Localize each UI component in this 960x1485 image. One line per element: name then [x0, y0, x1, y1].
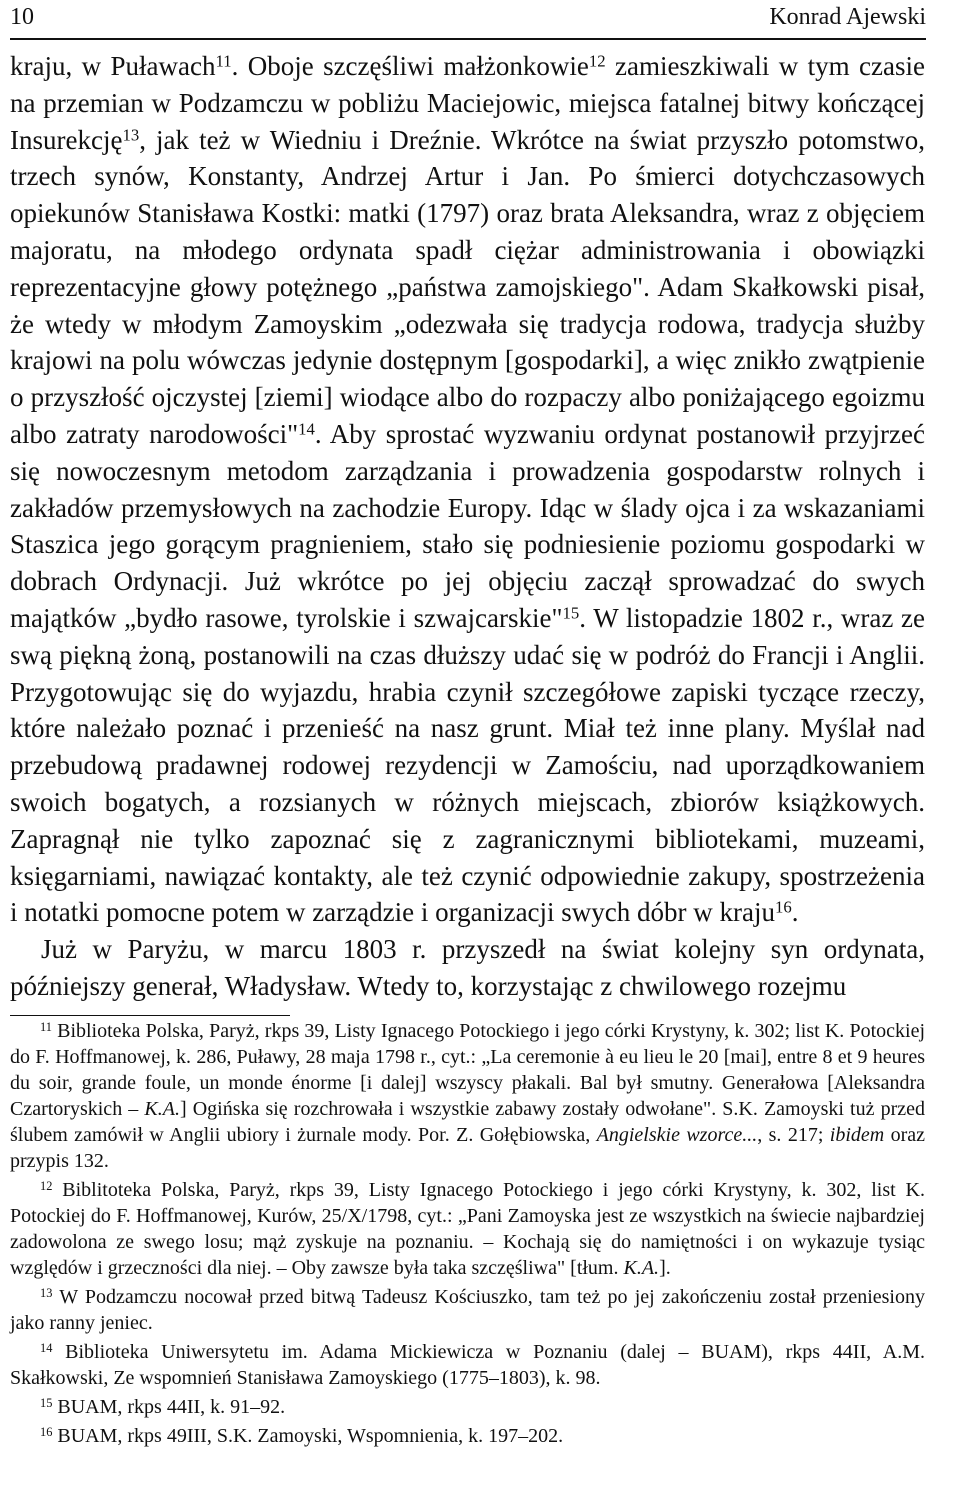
footnote-text: ]. [659, 1257, 671, 1279]
running-header [10, 2, 926, 42]
footnote-ref-14: 14 [298, 419, 315, 439]
header-rule [10, 38, 926, 40]
footnote-ref-12: 12 [588, 51, 606, 71]
footnote-number: 16 [40, 1424, 53, 1439]
paragraph-2: Już w Paryżu, w marcu 1803 r. przyszedł na świat kolejny syn ordynata, późniejszy generał, Władysław. Wtedy to, korzystając z chwilowego rozejmu [10, 934, 925, 1001]
footnote-text: BUAM, rkps 44II, k. 91–92. [52, 1396, 286, 1418]
footnote-separator [10, 1015, 290, 1016]
footnote-13 [10, 1284, 925, 1336]
footnote-11 [10, 1018, 925, 1174]
footnote-text: BUAM, rkps 49III, S.K. Zamoyski, Wspomnienia, k. 197–202. [52, 1425, 564, 1447]
text-run: . W listopadzie 1802 r., wraz ze swą piękną żoną, postanowili na czas dłuższy udać się w podróż do Francji i Anglii. Przygotowując się do wyjazdu, hrabia czynił szczegółowe zapiski tyczące rzeczy, które należało poznać i przenieść na nasz grunt. Miał też inne plany. Myślał nad przebudową pradawnej rodowej rezydencji w Zamościu, nad uporządkowaniem swoich bogatych, a rozsianych w różnych miejscach, zbiorów książkowych. Zapragnął nie tylko zapoznać się z zagranicznymi bibliotekami, muzeami, księgarniami, nawiązać kontakty, ale też czynić odpowiednie zakupy, spostrzeżenia i notatki pomocne potem w zarządzie i organizacji swych dóbr w kraju [10, 602, 926, 928]
footnote-number: 11 [40, 1019, 52, 1034]
footnote-12 [10, 1177, 925, 1281]
footnote-number: 13 [40, 1285, 53, 1300]
running-head-author: Konrad Ajewski [769, 4, 926, 30]
footnote-text: W Podzamczu nocował przed bitwą Tadeusz Kościuszko, tam też po jej zakończeniu został przeniesiony jako ranny jeniec. [10, 1286, 925, 1334]
footnote-14 [10, 1339, 925, 1391]
main-text [10, 48, 925, 1005]
page-number: 10 [10, 4, 34, 30]
footnote-number: 15 [40, 1395, 53, 1410]
text-run: . Oboje szczęśliwi małżonkowie [231, 51, 589, 81]
text-run: . [791, 897, 799, 928]
italic-text: Angielskie wzorce... [596, 1124, 758, 1146]
footnote-15 [10, 1394, 925, 1420]
footnote-number: 14 [40, 1340, 53, 1355]
footnote-text: , s. 217; [757, 1124, 830, 1146]
text-run: kraju, w Puławach [10, 51, 216, 81]
footnote-16 [10, 1423, 925, 1449]
italic-text: K.A. [144, 1098, 180, 1120]
text-run: zamieszkiwali w tym czasie na przemian w Podzamczu w pobliżu Maciejowic, miejsca fatalnej bitwy kończącej Insurekcję [10, 51, 925, 155]
italic-text: K.A. [623, 1257, 660, 1279]
footnote-text: oraz przypis 132. [10, 1124, 926, 1172]
footnote-ref-13: 13 [122, 125, 140, 145]
footnote-text: Biblioteka Uniwersytetu im. Adama Mickiewicza w Poznaniu (dalej – BUAM), rkps 44II, A.M. Skałkowski, Ze wspomnień Stanisława Zamoyskiego (1775–1803), k. 98. [10, 1341, 925, 1389]
footnotes [10, 1018, 925, 1452]
footnote-number: 12 [40, 1178, 53, 1193]
italic-text: ibidem [829, 1124, 885, 1146]
footnote-ref-16: 16 [775, 897, 792, 917]
footnote-text: Biblitoteka Polska, Paryż, rkps 39, Listy Ignacego Potockiego i jego córki Krystyny, k. 302, list K. Potockiej do F. Hoffmanowej, Kurów, 25/X/1798, cyt.: „Pani Zamoyska jest ze wszystkich na świecie najbardziej zadowolona ze swego losu; mąż zyskuje na poznaniu. – Kochają się do namiętności i on wykazuje tysiąc względów i grzeczności dla niej. – Oby zawsze była taka szczęśliwa" [tłum. [10, 1179, 925, 1279]
footnote-ref-11: 11 [215, 51, 232, 71]
text-run: , jak też w Wiedniu i Dreźnie. Wkrótce na świat przyszło potomstwo, trzech synów, Konstanty, Andrzej Artur i Jan. Po śmierci dotychczasowych opiekunów Stanisława Kostki: matki (1797) oraz brata Aleksandra, wraz z objęciem majoratu, na młodego ordynata spadł ciężar administrowania i obowiązki reprezentacyjne głowy potężnego „państwa zamojskiego". Adam Skałkowski pisał, że wtedy w młodym Zamoyskim „odezwała się tradycja rodowa, tradycja służby krajowi na polu wówczas jedynie dostępnym [gospodarki], a więc znikło zwątpienie o przyszłość ojczystej [ziemi] wiodące albo do rozpaczy albo poniżającego egoizmu albo zatraty narodowości" [10, 124, 925, 449]
footnote-text: Biblioteka Polska, Paryż, rkps 39, Listy Ignacego Potockiego i jego córki Krystyny, k. 302; list K. Potockiej do F. Hoffmanowej, k. 286, Puławy, 28 maja 1798 r., cyt.: „La ceremonie à eu lieu le 20 [mai], entre 8 et 9 heures du soir, grande foule, un monde énorme [i dalej] wszyscy płakali. Bal był smutny. Generałowa [Aleksandra Czartoryskich – [10, 1020, 925, 1120]
footnote-text: ] Ogińska się rozchrowała i wszystkie zabawy zostały odwołane". S.K. Zamoyski tuż przed ślubem zamówił w Anglii ubiory i żurnale mody. Por. Z. Gołębiowska, [10, 1098, 925, 1146]
footnote-ref-15: 15 [562, 603, 580, 623]
paragraph-1 [10, 48, 925, 931]
text-run: . Aby sprostać wyzwaniu ordynat postanowił przyjrzeć się nowoczesnym metodom zarządzania i prowadzenia gospodarstw rolnych i zakładów przemysłowych na zachodzie Europy. Idąc w ślady ojca i za wskazaniami Staszica jego gorącym pragnieniem, stało się podniesienie poziomu gospodarki w dobrach Ordynacji. Już wkrótce po jej objęciu zaczął sprowadzać do swych majątków „bydło rasowe, tyrolskie i szwajcarskie" [10, 418, 925, 633]
